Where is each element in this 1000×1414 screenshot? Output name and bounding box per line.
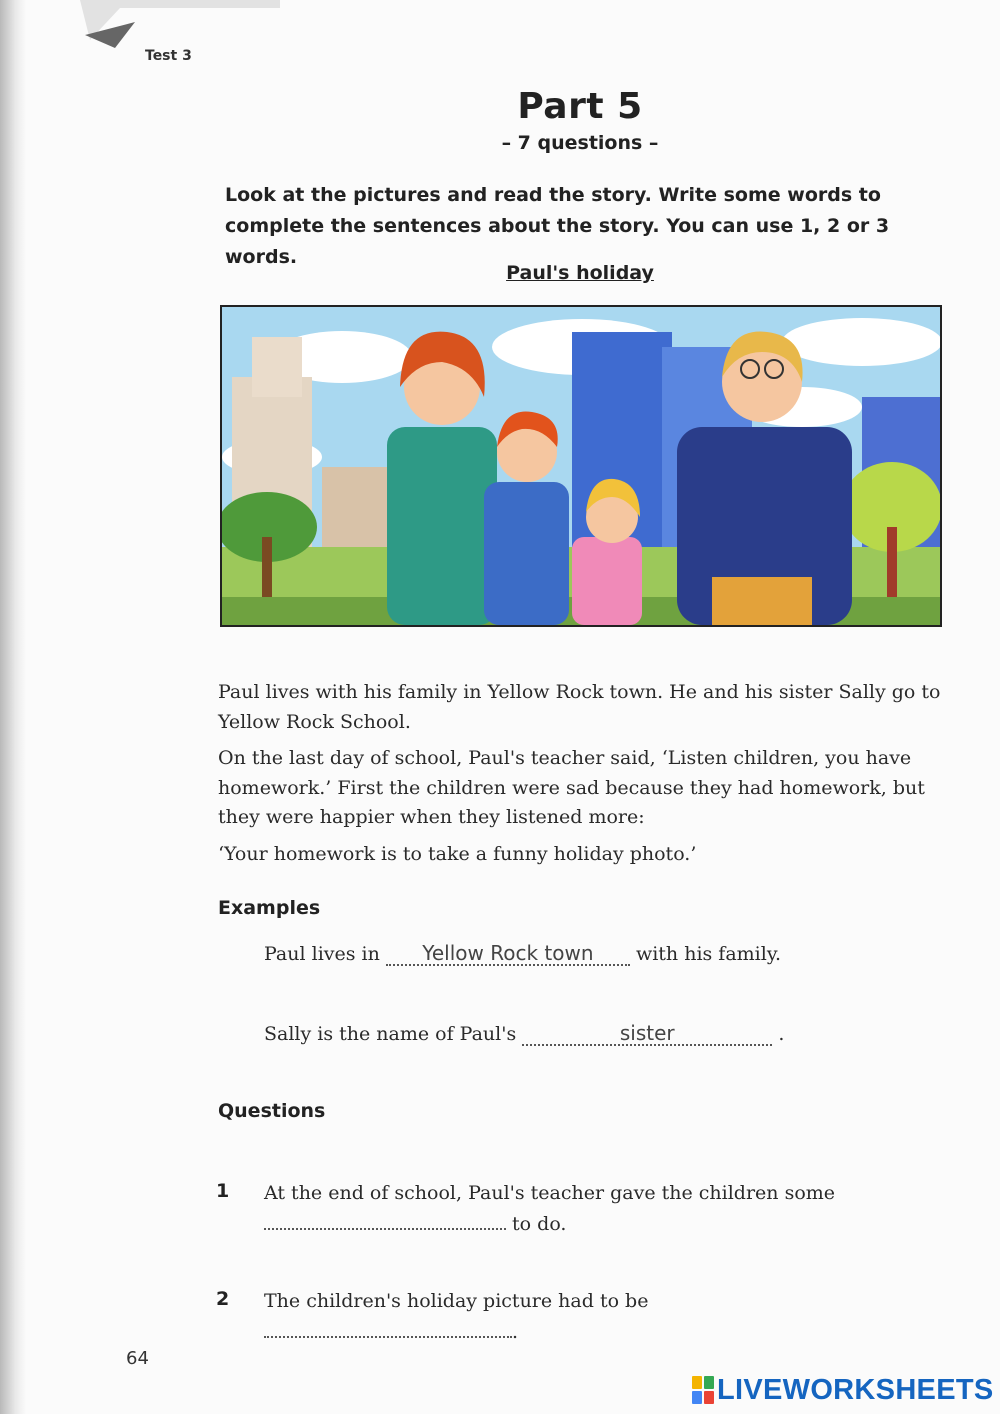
part-title: Part 5 xyxy=(517,86,643,127)
question-text xyxy=(264,1178,864,1240)
answer-blank[interactable] xyxy=(264,1322,512,1338)
liveworksheets-icon xyxy=(692,1376,714,1404)
instructions: Look at the pictures and read the story. Write some words to complete the sentences about the story. You can use 1, 2 or 3 words. xyxy=(225,184,890,268)
question-text xyxy=(264,1286,864,1348)
brand-name: LIVEWORKSHEETS xyxy=(717,1373,994,1406)
example-sentence xyxy=(264,1022,784,1046)
story-illustration xyxy=(220,305,942,627)
part-subtitle: – 7 questions – xyxy=(501,132,659,154)
example-sentence xyxy=(264,942,781,966)
question-text-start: At the end of school, Paul's teacher gave the children some xyxy=(264,1182,836,1204)
story-paragraph: Paul lives with his family in Yellow Rock town. He and his sister Sally go to Yellow Rock School. xyxy=(218,681,941,733)
family-city-illustration xyxy=(222,307,940,625)
question-text-end: to do. xyxy=(512,1213,567,1235)
test-label: Test 3 xyxy=(145,48,192,64)
story-paragraph: ‘Your homework is to take a funny holiday photo.’ xyxy=(218,842,697,865)
story-title: Paul's holiday xyxy=(506,262,654,284)
question-number: 1 xyxy=(216,1180,230,1202)
example-text-after: . xyxy=(778,1023,785,1045)
answer-blank[interactable] xyxy=(264,1214,506,1230)
question-text-end: . xyxy=(512,1321,519,1343)
question-text-start: The children's holiday picture had to be xyxy=(264,1290,649,1312)
liveworksheets-logo[interactable] xyxy=(692,1374,994,1406)
example-text-before: Paul lives in xyxy=(264,943,380,965)
story-paragraph: On the last day of school, Paul's teacher said, ‘Listen children, you have homework.’ First the children were sad because they had homework, but they were happier when they listened more: xyxy=(218,747,925,828)
binding-shadow xyxy=(0,0,26,1414)
story-text xyxy=(218,678,948,876)
page-number: 64 xyxy=(126,1348,149,1369)
question-number: 2 xyxy=(216,1288,230,1310)
example-answer: sister xyxy=(522,1022,772,1046)
example-text-before: Sally is the name of Paul's xyxy=(264,1023,517,1045)
questions-heading: Questions xyxy=(218,1100,326,1122)
examples-heading: Examples xyxy=(218,897,321,919)
example-text-after: with his family. xyxy=(635,943,782,965)
example-answer: Yellow Rock town xyxy=(386,942,630,966)
